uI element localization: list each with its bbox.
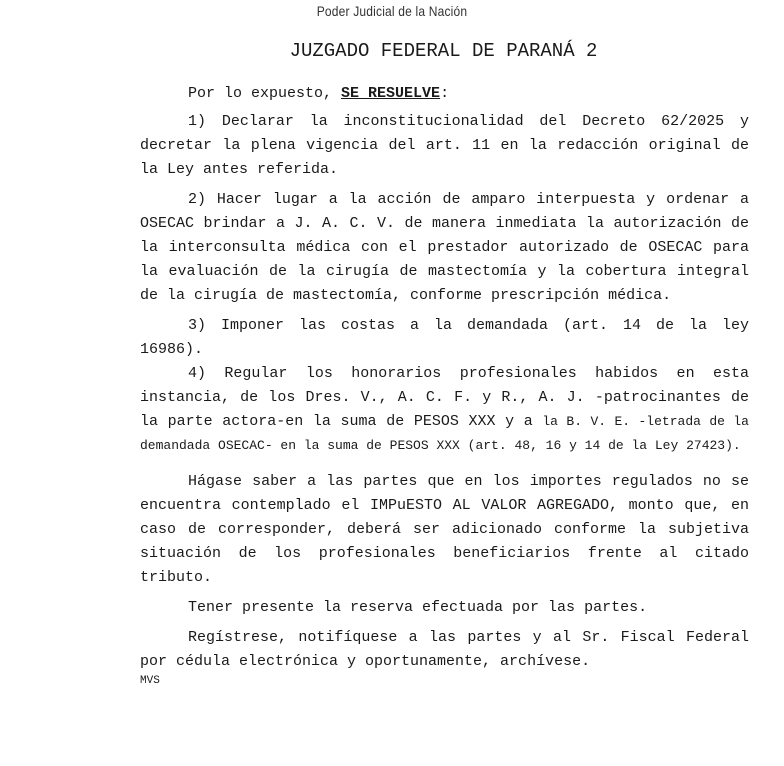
se-resuelve-label: SE RESUELVE [341, 85, 441, 102]
paragraph-reservation: Tener presente la reserva efectuada por las partes. [188, 599, 648, 616]
intro-suffix: : [440, 85, 450, 102]
paragraph-vat-notice: Hágase saber a las partes que en los importes regulados no se encuentra contemplado el IMPuESTO AL VALOR AGREGADO, monto que, en caso de corresponder, deberá ser adicionado conforme la subjetiva situación de los profesionales beneficiarios frente al citado tributo. [140, 473, 749, 586]
resolution-intro [140, 82, 749, 106]
item-3-costs: 3) Imponer las costas a la demandada (art. 14 de la ley 16986). [140, 317, 749, 358]
item-4-fees-part-a: 4) Regular los honorarios profesionales habidos en esta instancia, de los Dres. V., A. C. F. y R., A. J. -patrocinantes de la parte actora-en la suma de PESOS XXX y a [140, 365, 749, 430]
court-title: JUZGADO FEDERAL DE PARANÁ 2 [289, 40, 598, 62]
item-1-declare-unconstitutional: 1) Declarar la inconstitucionalidad del Decreto 62/2025 y decretar la plena vigencia del art. 11 en la redacción original de la Ley antes referida. [140, 113, 749, 178]
item-4-fees-part-b: la B. V. E. -letrada de la demandada OSECAC- en la suma de PESOS XXX (art. 48, 16 y 14 de la Ley 27423). [140, 414, 749, 453]
paragraph-register-notify: Regístrese, notifíquese a las partes y al Sr. Fiscal Federal por cédula electrónica y oportunamente, archívese. [140, 629, 749, 670]
item-2-grant-amparo: 2) Hacer lugar a la acción de amparo interpuesta y ordenar a OSECAC brindar a J. A. C. V. de manera inmediata la autorización de la interconsulta médica con el prestador autorizado de OSECAC para la evaluación de la cirugía de mastectomía y la cobertura integral de la cirugía de mastectomía, conforme prescripción médica. [140, 191, 749, 304]
intro-prefix: Por lo expuesto, [188, 85, 342, 102]
author-initials: MVS [140, 675, 160, 687]
resolution-body [140, 82, 749, 688]
institution-header: Poder Judicial de la Nación [316, 3, 468, 19]
item-4-fees [140, 362, 749, 458]
